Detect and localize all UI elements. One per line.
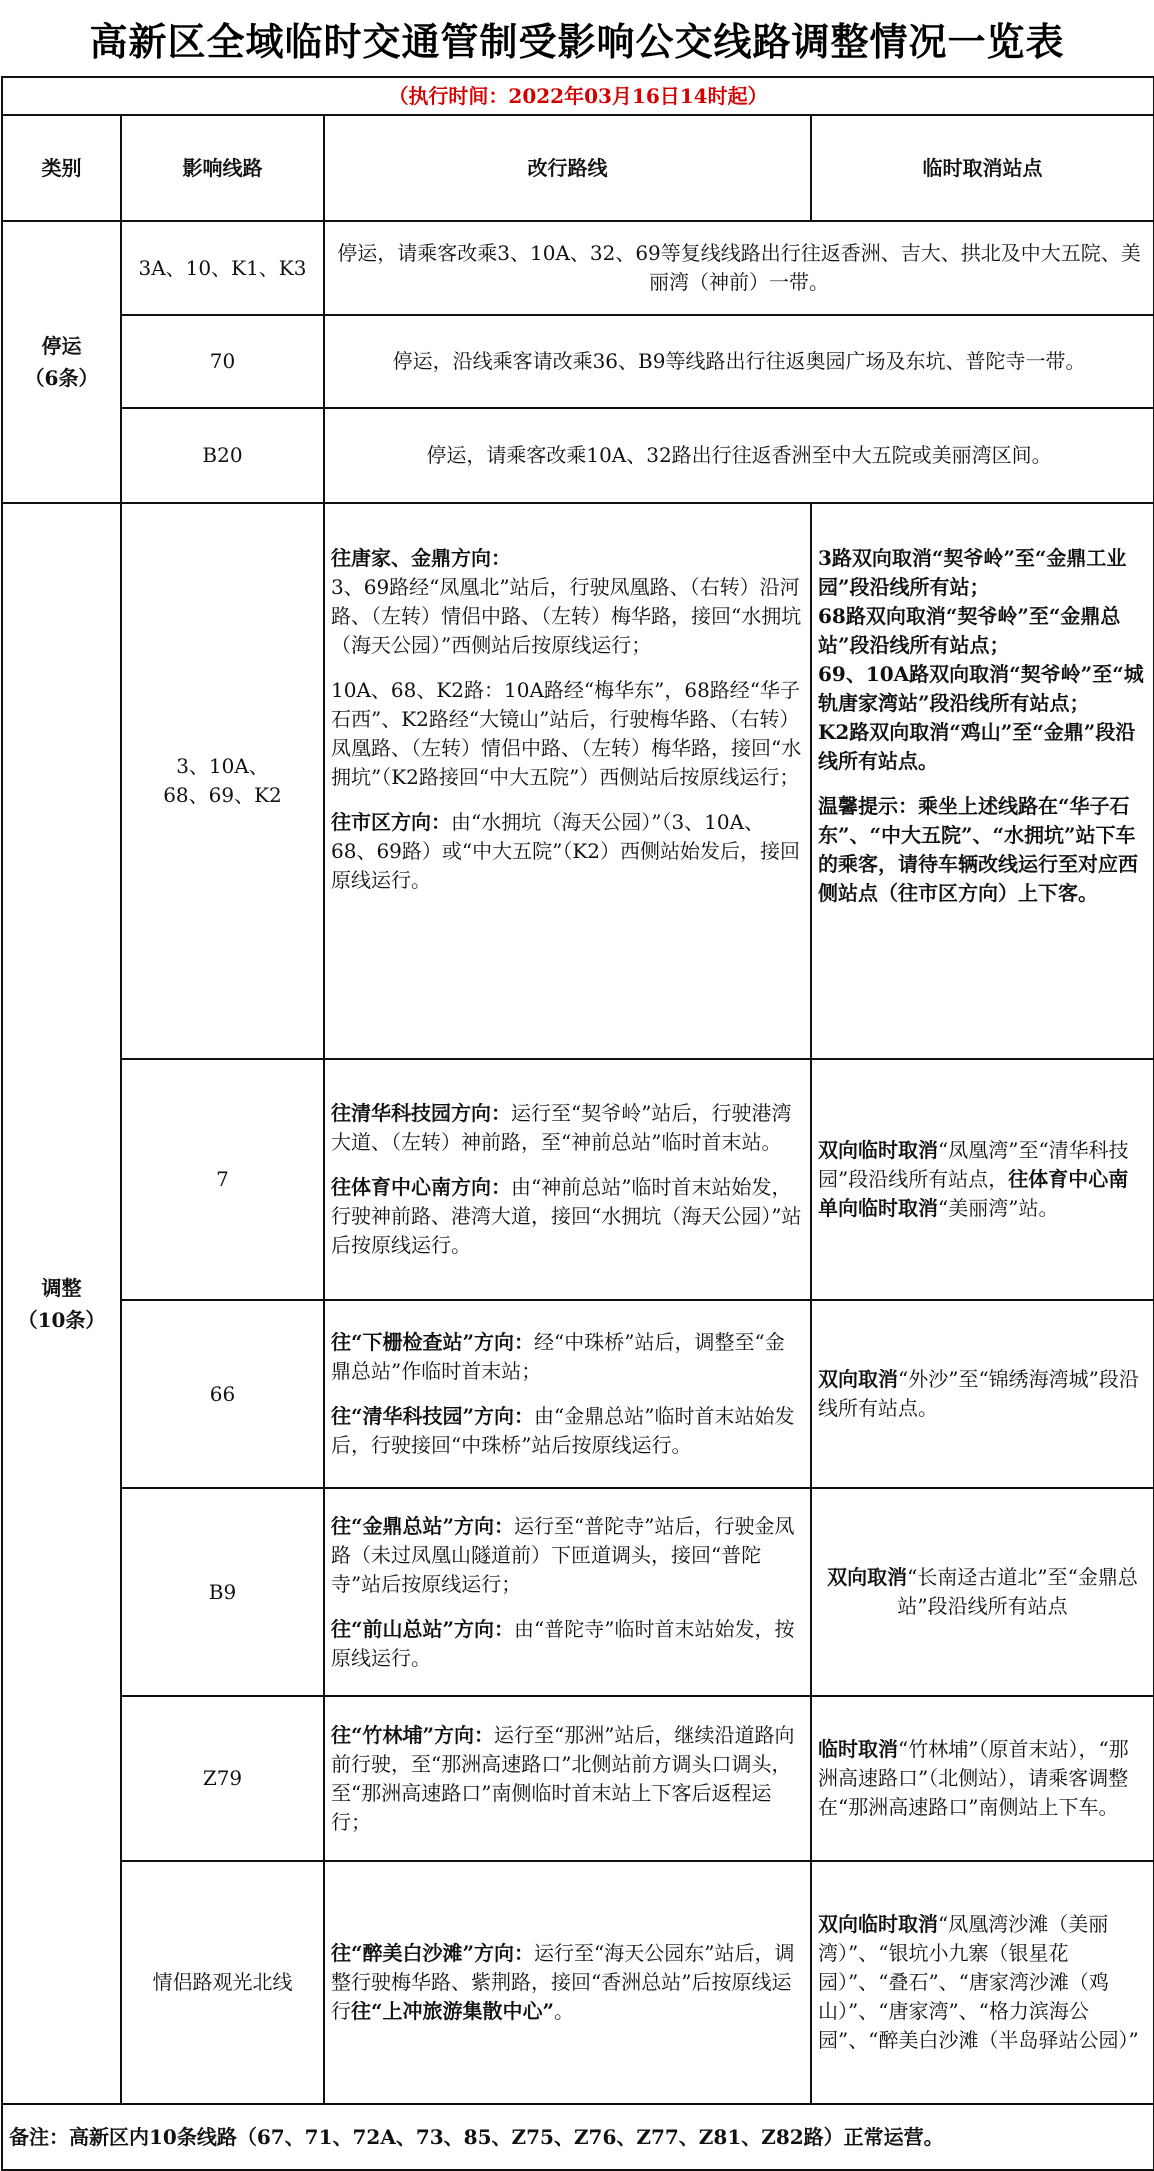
category-adjust: 调整 （10条） bbox=[2, 503, 121, 2104]
cancelled-stops: 3路双向取消“契爷岭”至“金鼎工业园”段沿线所有站； 68路双向取消“契爷岭”至“金鼎总站”段沿线所有站点； 69、10A路双向取消“契爷岭”至“城轨唐家湾站”段沿线所有站点； K2路双向取消“鸡山”至“金鼎”段沿线所有站点。 温馨提示：乘坐上述线路在“华子石东”、“中大五院”、“水拥坑”站下车的乘客，请待车辆改线运行至对应西侧站点（往市区方向）上下客。 bbox=[811, 503, 1154, 1059]
header-detour-route: 改行路线 bbox=[324, 115, 811, 221]
table-row bbox=[2, 503, 1154, 1059]
table-row bbox=[2, 1059, 1154, 1300]
header-affected-lines: 影响线路 bbox=[121, 115, 324, 221]
table-row bbox=[2, 1488, 1154, 1696]
footnote: 备注：高新区内10条线路（67、71、72A、73、85、Z75、Z76、Z77、Z81、Z82路）正常运营。 bbox=[2, 2104, 1154, 2170]
table-row bbox=[2, 1696, 1154, 1861]
route-text: 往“下栅检查站”方向：经“中珠桥”站后，调整至“金鼎总站”作临时首末站； 往“清华科技园”方向：由“金鼎总站”临时首末站始发后，行驶接回“中珠桥”站后按原线运行。 bbox=[324, 1300, 811, 1488]
adjustment-table bbox=[1, 76, 1154, 2171]
header-cancelled-stops: 临时取消站点 bbox=[811, 115, 1154, 221]
cancelled-stops: 双向临时取消“凤凰湾”至“清华科技园”段沿线所有站点，往体育中心南单向临时取消“美丽湾”站。 bbox=[811, 1059, 1154, 1300]
route-text: 停运，请乘客改乘3、10A、32、69等复线线路出行往返香洲、吉大、拱北及中大五院、美丽湾（神前）一带。 bbox=[324, 221, 1154, 315]
cancelled-stops: 临时取消“竹林埔”（原首末站），“那洲高速路口”（北侧站），请乘客调整在“那洲高速路口”南侧站上下车。 bbox=[811, 1696, 1154, 1861]
line-name: 3A、10、K1、K3 bbox=[121, 221, 324, 315]
cancelled-stops: 双向临时取消“凤凰湾沙滩（美丽湾）”、“银坑小九寨（银星花园）”、“叠石”、“唐家湾沙滩（鸡山）”、“唐家湾”、“格力滨海公园”、“醉美白沙滩（半岛驿站公园）” bbox=[811, 1861, 1154, 2104]
table-row bbox=[2, 1300, 1154, 1488]
route-text: 往唐家、金鼎方向： 3、69路经“凤凰北”站后，行驶凤凰路、（右转）沿河路、（左转）情侣中路、（左转）梅华路，接回“水拥坑（海天公园）”西侧站后按原线运行； 10A、68、K2路：10A路经“梅华东”，68路经“华子石西”、K2路经“大镜山”站后，行驶梅华路、（右转）凤凰路、（左转）情侣中路、（左转）梅华路，接回“水拥坑”（K2路接回“中大五院”）西侧站后按原线运行； 往市区方向：由“水拥坑（海天公园）”（3、10A、68、69路）或“中大五院”（K2）西侧站始发后，接回原线运行。 bbox=[324, 503, 811, 1059]
route-text: 停运，请乘客改乘10A、32路出行往返香洲至中大五院或美丽湾区间。 bbox=[324, 408, 1154, 503]
route-text: 往“金鼎总站”方向：运行至“普陀寺”站后，行驶金凤路（未过凤凰山隧道前）下匝道调头，接回“普陀寺”站后按原线运行； 往“前山总站”方向：由“普陀寺”临时首末站始发，按原线运行。 bbox=[324, 1488, 811, 1696]
line-name: 66 bbox=[121, 1300, 324, 1488]
line-name: 3、10A、 68、69、K2 bbox=[121, 503, 324, 1059]
table-row bbox=[2, 221, 1154, 315]
table-row bbox=[2, 315, 1154, 408]
reminder-text: 温馨提示：乘坐上述线路在“华子石东”、“中大五院”、“水拥坑”站下车的乘客，请待车辆改线运行至对应西侧站点（往市区方向）上下客。 bbox=[818, 794, 1138, 905]
route-text: 往“竹林埔”方向：运行至“那洲”站后，继续沿道路向前行驶，至“那洲高速路口”北侧站前方调头口调头，至“那洲高速路口”南侧临时首末站上下客后返程运行； bbox=[324, 1696, 811, 1861]
route-text: 往“醉美白沙滩”方向：运行至“海天公园东”站后，调整行驶梅华路、紫荆路，接回“香洲总站”后按原线运行往“上冲旅游集散中心”。 bbox=[324, 1861, 811, 2104]
execution-time: （执行时间：2022年03月16日14时起） bbox=[2, 77, 1154, 115]
line-name: Z79 bbox=[121, 1696, 324, 1861]
category-stop: 停运 （6条） bbox=[2, 221, 121, 503]
page-title: 高新区全域临时交通管制受影响公交线路调整情况一览表 bbox=[89, 19, 1065, 64]
cancelled-stops: 双向取消“外沙”至“锦绣海湾城”段沿线所有站点。 bbox=[811, 1300, 1154, 1488]
header-category: 类别 bbox=[2, 115, 121, 221]
route-text: 往清华科技园方向：运行至“契爷岭”站后，行驶港湾大道、（左转）神前路，至“神前总站”临时首末站。 往体育中心南方向：由“神前总站”临时首末站始发，行驶神前路、港湾大道，接回“水拥坑（海天公园）”站后按原线运行。 bbox=[324, 1059, 811, 1300]
route-text: 停运，沿线乘客请改乘36、B9等线路出行往返奥园广场及东坑、普陀寺一带。 bbox=[324, 315, 1154, 408]
table-header-row bbox=[2, 115, 1154, 221]
cancelled-stops: 双向取消“长南迳古道北”至“金鼎总站”段沿线所有站点 bbox=[811, 1488, 1154, 1696]
table-row bbox=[2, 408, 1154, 503]
line-name: B9 bbox=[121, 1488, 324, 1696]
line-name: B20 bbox=[121, 408, 324, 503]
table-row bbox=[2, 1861, 1154, 2104]
line-name: 70 bbox=[121, 315, 324, 408]
line-name: 情侣路观光北线 bbox=[121, 1861, 324, 2104]
line-name: 7 bbox=[121, 1059, 324, 1300]
